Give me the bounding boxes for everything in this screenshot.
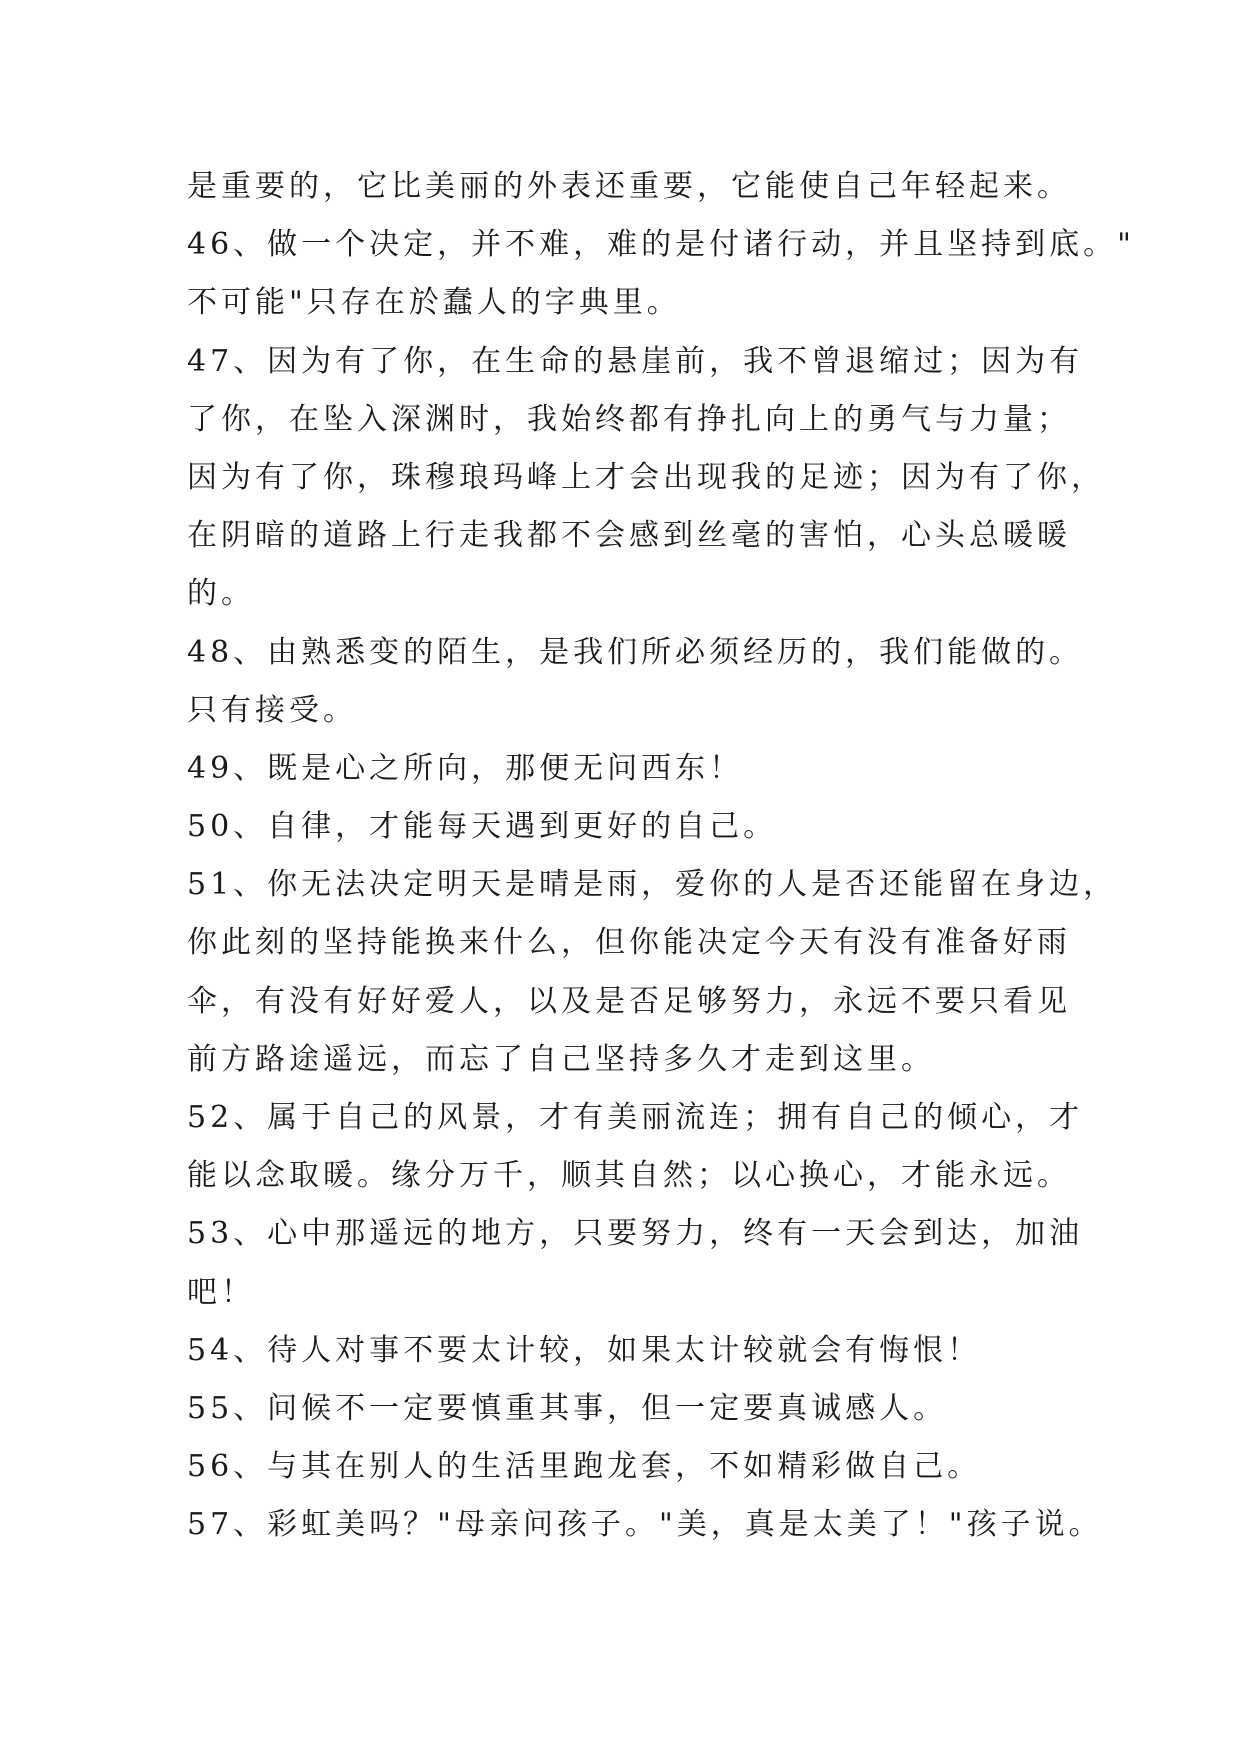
text-line: 48、由熟悉变的陌生，是我们所必须经历的，我们能做的。 [187, 634, 1084, 670]
text-line: 伞，有没有好好爱人，以及是否足够努力，永远不要只看见 [187, 983, 1071, 1019]
text-line: 你此刻的坚持能换来什么，但你能决定今天有没有准备好雨 [187, 925, 1071, 961]
text-line: 46、做一个决定，并不难，难的是付诸行动，并且坚持到底。" [187, 227, 1135, 263]
text-line: 47、因为有了你，在生命的悬崖前，我不曾退缩过；因为有 [187, 343, 1084, 379]
text-line: 55、问候不一定要慎重其事，但一定要真诚感人。 [187, 1390, 948, 1426]
text-line: 53、心中那遥远的地方，只要努力，终有一天会到达，加油 [187, 1216, 1084, 1252]
text-line: 是重要的，它比美丽的外表还重要，它能使自己年轻起来。 [187, 169, 1071, 204]
text-line: 51、你无法决定明天是晴是雨，爱你的人是否还能留在身边， [187, 867, 1118, 903]
text-line: 50、自律，才能每天遇到更好的自己。 [187, 809, 778, 845]
text-line: 54、待人对事不要太计较，如果太计较就会有悔恨！ [187, 1332, 982, 1368]
text-line: 56、与其在别人的生活里跑龙套，不如精彩做自己。 [187, 1449, 982, 1485]
text-line: 的。 [187, 576, 255, 612]
text-line: 了你，在坠入深渊时，我始终都有挣扎向上的勇气与力量； [187, 401, 1071, 437]
document-body [187, 158, 1135, 1555]
text-line: 吧！ [187, 1274, 255, 1310]
text-line: 49、既是心之所向，那便无问西东！ [187, 750, 744, 786]
text-line: 52、属于自己的风景，才有美丽流连；拥有自己的倾心，才 [187, 1100, 1084, 1135]
text-line: 因为有了你，珠穆琅玛峰上才会出现我的足迹；因为有了你， [187, 459, 1105, 495]
text-line: 能以念取暖。缘分万千，顺其自然；以心换心，才能永远。 [187, 1158, 1071, 1194]
text-line: 57、彩虹美吗？"母亲问孩子。"美，真是太美了！"孩子说。 [187, 1507, 1103, 1543]
text-line: 不可能"只存在於蠢人的字典里。 [187, 285, 681, 321]
text-line: 前方路途遥远，而忘了自己坚持多久才走到这里。 [187, 1041, 935, 1077]
text-line: 只有接受。 [187, 692, 357, 728]
text-line: 在阴暗的道路上行走我都不会感到丝毫的害怕，心头总暖暖 [187, 518, 1071, 554]
